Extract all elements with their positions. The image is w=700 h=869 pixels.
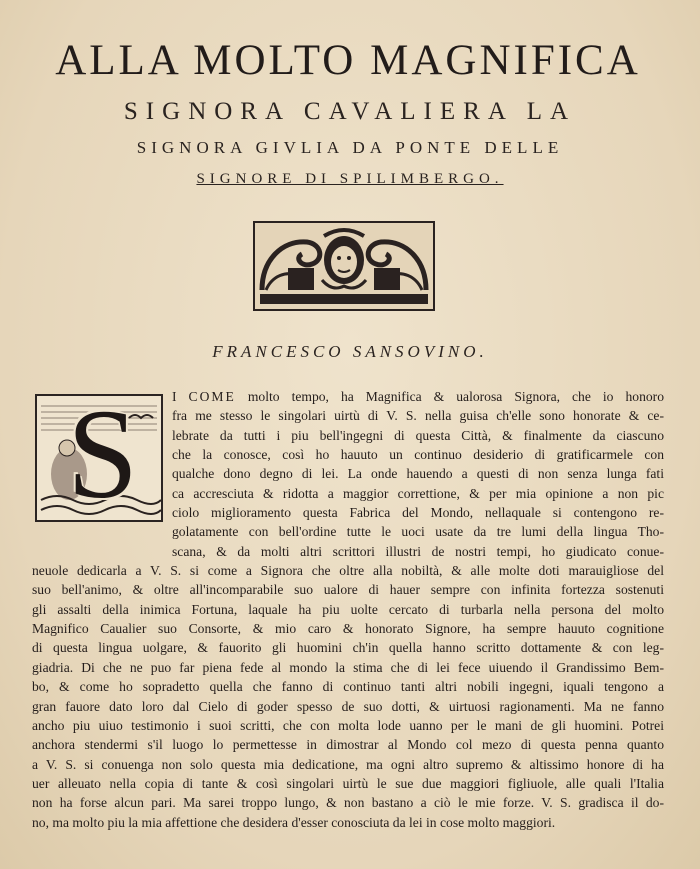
initial-letter: S xyxy=(67,394,139,522)
body-line-1 xyxy=(32,387,664,406)
body-line-14: di questa lingua uolgare, & fauorito gli huomini ch'in quella hanno scritto dottamente & con leg- xyxy=(32,640,664,656)
body-line-5: qualche dono degno di lei. La onde hauendo a questi di non senza lunga fati xyxy=(172,466,664,482)
body-line-6: ca accresciuta & ridotta a maggior correttione, & per mia opinione a non pic xyxy=(172,485,664,501)
body-line-10: neuole dedicarla a V. S. si come a Signora che oltre alla nobiltà, & alle molte doti marauigliose del xyxy=(32,563,664,579)
dedication-heading-line-4: SIGNORE DI SPILIMBERGO. xyxy=(196,171,504,187)
woodcut-ornament xyxy=(252,220,436,312)
dedication-heading-line-1: ALLA MOLTO MAGNIFICA xyxy=(55,37,641,84)
body-line-11: suo bell'animo, & oltre all'incomparabile suo ualore di hauer sempre con infinita fortezza sostenuti xyxy=(32,582,664,598)
body-line-3: lebrate da tutti i piu bell'ingegni di questa Città, & finalmente da ciascuno xyxy=(172,427,664,443)
body-line-2: fra me stesso le singolari uirtù di V. S. nella guisa ch'elle sono honorate & ce- xyxy=(172,408,664,424)
body-line-8: golatamente con bell'ordine tutte le uoci usate da tre lumi della lingua Tho- xyxy=(172,524,664,540)
body-line-16: bo, & come ho sopradetto quella che fanno di continuo tanti altri nobili ingegni, iquali tengono a xyxy=(32,679,664,695)
body-line-19: anchora stendermi s'il luogo lo permettesse in dimostrar al Mondo col mezo di questa penna quanto xyxy=(32,737,664,753)
body-line-text: molto tempo, ha Magnifica & ualorosa Signora, che io honoro xyxy=(235,389,664,404)
body-line-4: che la conosce, così ho hauuto un continuo desiderio di gratificarmele con xyxy=(172,447,664,463)
body-line-15: giadria. Di che ne puo far piena fede al mondo la stima che di lei fece uiuendo il Grandissimo Bem- xyxy=(32,659,664,675)
body-line-13: Magnifico Caualier suo Consorte, & mio caro & honorato Signore, ha sempre hauuto cognitione xyxy=(32,621,664,637)
body-line-21: uer alleuato nella copia di tante & così singolari uirtù le sue due maggiori figliuole, alle quali l'Italia xyxy=(32,775,664,791)
body-first-word: COME xyxy=(188,389,236,404)
dedication-heading-line-2: SIGNORA CAVALIERA LA xyxy=(123,98,577,125)
body-line-17: gran fauore dato loro dal Cielo di goder spesso de suo dotti, & uirtuosi ragionamenti. Ma ne fanno xyxy=(32,698,664,714)
body-line-18: ancho piu uiuo testimonio i suoi scritti, che con molta lode uanno per le mani de gli huomini. Potrei xyxy=(32,717,664,733)
body-line-22: non ha forse alcun pari. Ma sarei troppo lungo, & non bastano a ciò le mie forze. V. S. gradisca il do- xyxy=(32,795,664,811)
dedication-heading-line-3: SIGNORA GIVLIA DA PONTE DELLE xyxy=(136,138,564,157)
body-line-23: no, ma molto piu la mia affettione che desidera d'esser conosciuta da lei in cose molto maggiori. xyxy=(32,814,556,830)
dedication-body xyxy=(32,387,664,832)
body-first-letter: I xyxy=(172,389,177,404)
author-name: FRANCESCO SANSOVINO. xyxy=(212,342,488,361)
body-line-12: gli assalti della inimica Fortuna, laquale ha piu uolte cercato di turbarla nella persona del molto xyxy=(32,601,664,617)
body-line-20: a V. S. si conuenga non solo questa mia dedicatione, ma ogni altro supremo & altissimo honore di ha xyxy=(32,756,664,772)
body-line-9: scana, & da molti altri scrittori illustri de nostri tempi, ho giudicato conue- xyxy=(172,543,664,559)
body-line-7: ciolo miglioramento questa Fabrica del Mondo, nellaquale si contengono re- xyxy=(172,505,664,521)
